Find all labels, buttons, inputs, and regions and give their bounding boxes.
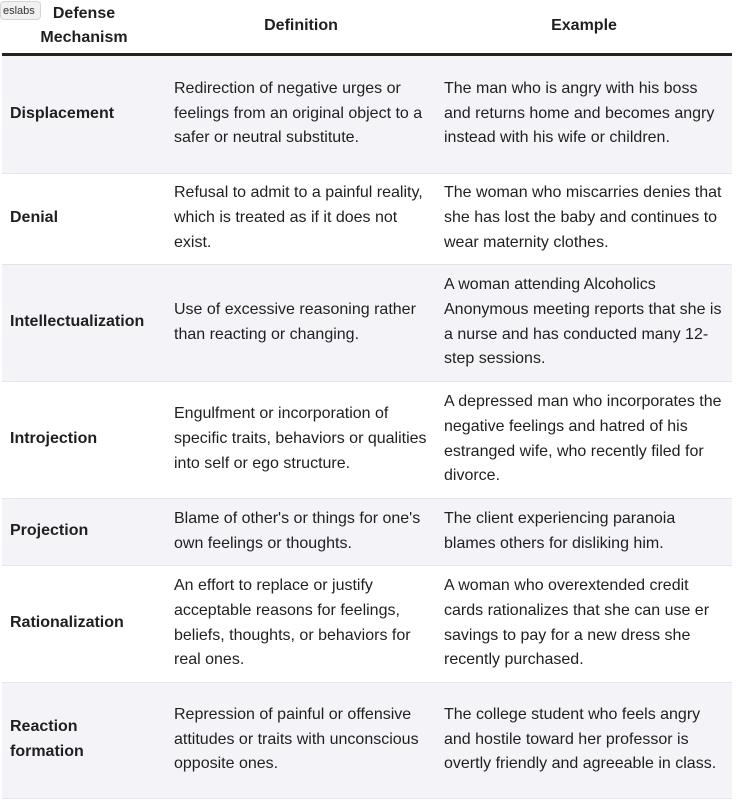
mechanism-cell: Rationalization [2,565,166,682]
example-cell: The woman who miscarries denies that she has lost the baby and continues to wear maternity clothes. [436,173,732,264]
table-row [2,682,732,798]
overlay-label-tag: eslabs [0,1,41,20]
mechanism-cell: Displacement [2,54,166,173]
column-header-mechanism-text: Defense Mechanism [40,5,128,47]
column-header-example: Example [436,0,732,54]
table-row [2,381,732,498]
mechanism-cell: Projection [2,498,166,565]
table-row [2,498,732,565]
table-row [2,173,732,264]
definition-cell: Blame of other's or things for one's own feelings or thoughts. [166,498,436,565]
column-header-definition: Definition [166,0,436,54]
mechanism-cell: Introjection [2,381,166,498]
table-header-row [2,0,732,54]
defense-mechanisms-table [2,0,732,799]
table-row [2,54,732,173]
example-cell: A depressed man who incorporates the negative feelings and hatred of his estranged wife, who recently filed for divorce. [436,381,732,498]
example-cell: A woman who overextended credit cards rationalizes that she can use er savings to pay for a new dress she recently purchased. [436,565,732,682]
definition-cell: Repression of painful or offensive attitudes or traits with unconscious opposite ones. [166,682,436,798]
definition-cell: Use of excessive reasoning rather than reacting or changing. [166,264,436,381]
definition-cell: Refusal to admit to a painful reality, which is treated as if it does not exist. [166,173,436,264]
definition-cell: An effort to replace or justify acceptable reasons for feelings, beliefs, thoughts, or behaviors for real ones. [166,565,436,682]
example-cell: The client experiencing paranoia blames others for disliking him. [436,498,732,565]
example-cell: The man who is angry with his boss and returns home and becomes angry instead with his wife or children. [436,54,732,173]
definition-cell: Engulfment or incorporation of specific traits, behaviors or qualities into self or ego structure. [166,381,436,498]
example-cell: The college student who feels angry and hostile toward her professor is overtly friendly and agreeable in class. [436,682,732,798]
example-cell: A woman attending Alcoholics Anonymous meeting reports that she is a nurse and has conducted many 12-step sessions. [436,264,732,381]
mechanism-cell: Denial [2,173,166,264]
table-row [2,565,732,682]
mechanism-cell: Intellectualization [2,264,166,381]
mechanism-cell: Reaction formation [2,682,166,798]
definition-cell: Redirection of negative urges or feelings from an original object to a safer or neutral substitute. [166,54,436,173]
table-row [2,264,732,381]
column-header-mechanism [2,0,166,54]
